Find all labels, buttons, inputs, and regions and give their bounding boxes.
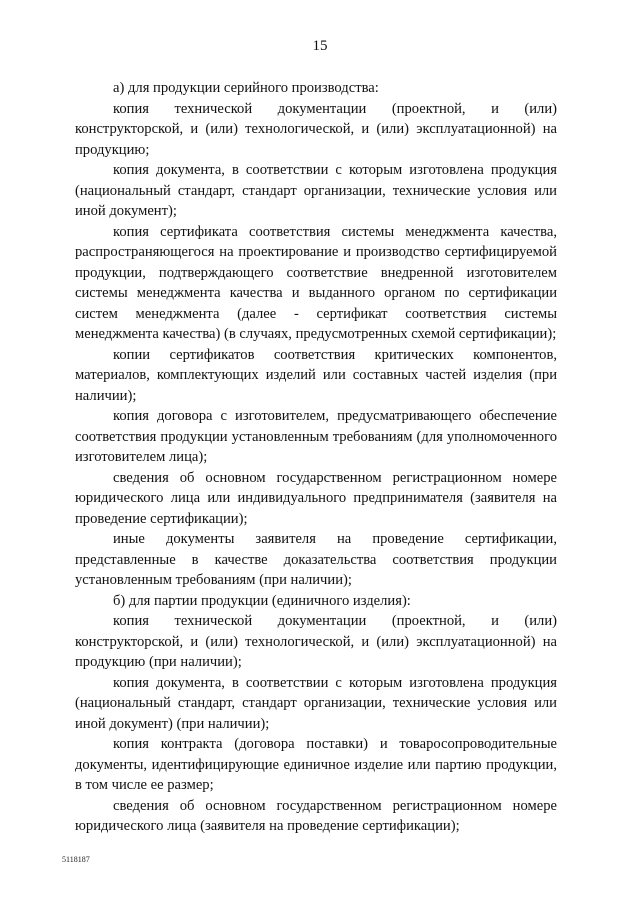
paragraph-quality-certificate: копия сертификата соответствия системы менеджмента качества, распространяющегося на проектирование и производство сертифицируемой продукции, подтверждающего соответствие внедренной изготовителем системы менеджмента качества и выданного органом по сертификации систем менеджмента (далее - сертификат соответствия системы менеджмента качества) (в случаях, предусмотренных схемой сертификации); — [75, 223, 557, 342]
paragraph-batch-manufacturing-document: копия документа, в соответствии с которым изготовлена продукция (национальный стандарт, стандарт организации, технические условия или иной документ) (при наличии); — [75, 674, 557, 732]
paragraph-manufacturer-agreement: копия договора с изготовителем, предусматривающего обеспечение соответствия продукции установленным требованиям (для уполномоченного изготовителем лица); — [75, 408, 557, 465]
footer-code: 5118187 — [62, 855, 90, 864]
document-body — [75, 78, 557, 837]
heading-product-batch: б) для партии продукции (единичного изделия): — [113, 592, 411, 609]
paragraph-contract-documents: копия контракта (договора поставки) и товаросопроводительные документы, идентифицирующие единичное изделие или партию продукции, в том числе ее размер; — [75, 736, 557, 793]
paragraph-component-certificates: копии сертификатов соответствия критических компонентов, материалов, комплектующих изделий или составных частей изделия (при наличии); — [75, 346, 557, 404]
paragraph-technical-documentation: копия технической документации (проектной, и (или) конструкторской, и (или) технологической, и (или) эксплуатационной) на продукцию; — [75, 100, 557, 158]
paragraph-manufacturing-document: копия документа, в соответствии с которым изготовлена продукция (национальный стандарт, стандарт организации, технические условия или иной документ); — [75, 162, 557, 219]
heading-serial-production: а) для продукции серийного производства: — [113, 80, 379, 96]
paragraph-other-documents: иные документы заявителя на проведение сертификации, представленные в качестве доказательства соответствия продукции установленным требованиям (при наличии); — [75, 531, 557, 588]
paragraph-batch-technical-documentation: копия технической документации (проектной, и (или) конструкторской, и (или) технологической, и (или) эксплуатационной) на продукцию (при наличии); — [75, 613, 557, 670]
page-number: 15 — [312, 38, 328, 54]
paragraph-batch-registration-number: сведения об основном государственном регистрационном номере юридического лица (заявителя на проведение сертификации); — [75, 797, 557, 834]
paragraph-registration-number: сведения об основном государственном регистрационном номере юридического лица или индивидуального предпринимателя (заявителя на проведение сертификации); — [75, 469, 557, 527]
